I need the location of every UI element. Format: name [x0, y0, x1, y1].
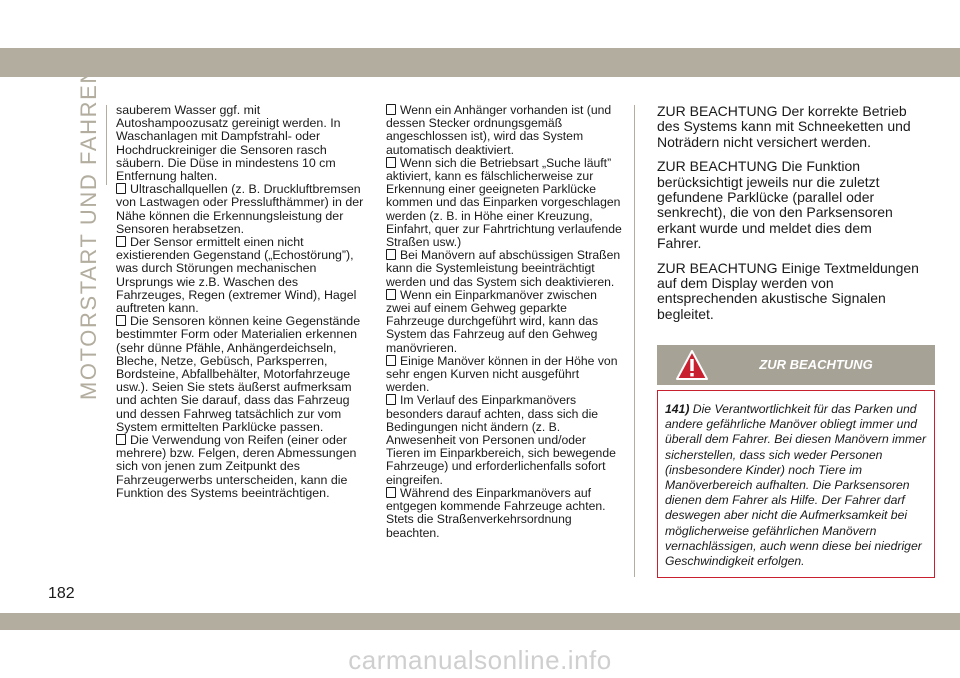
col1-bullet-item: Ultraschallquellen (z. B. Druckluftbremsen von Lastwagen oder Presslufthämmer) in der Nähe können die Erkennungsleistung der Sensoren herabsetzen.	[116, 182, 364, 236]
warning-box	[657, 390, 935, 578]
warning-header-label: ZUR BEACHTUNG	[759, 357, 873, 372]
col2-bullet-item: Einige Manöver können in der Höhe von sehr engen Kurven nicht ausgeführt werden.	[386, 355, 622, 395]
text-column-1	[116, 104, 364, 500]
header-band	[0, 48, 960, 77]
note-paragraph: ZUR BEACHTUNG Einige Textmeldungen auf dem Display werden von entsprechenden akustische Signalen begleitet.	[657, 259, 919, 322]
col2-bullet-item: Wenn ein Einparkmanöver zwischen zwei auf einem Gehweg geparkte Fahrzeuge durchgeführt wird, kann das System das Fahrzeug auf den Gehweg manövrieren.	[386, 289, 622, 355]
watermark-text: carmanualsonline.info	[348, 645, 612, 675]
col2-bullet-item: Wenn sich die Betriebsart „Suche läuft” aktiviert, kann es fälschlicherweise zur Erkennung einer geeigneten Parklücke kommen und das Einparken vorgeschlagen werden (z. B. in Höhe einer Kreuzung, Einfahrt, quer zur Fahrtrichtung verlaufende Straßen usw.)	[386, 155, 622, 250]
col1-paragraph: sauberem Wasser ggf. mit Autoshampoozusatz gereinigt werden. In Waschanlagen mit Dampfstrahl- oder Hochdruckreiniger die Sensoren rasch säubern. Die Düse in mindestens 10 cm Entfernung halten.	[116, 103, 341, 184]
page-number: 182	[48, 585, 75, 602]
column-divider-left	[106, 105, 107, 185]
footer-band	[0, 613, 960, 630]
col2-bullet-item: Bei Manövern auf abschüssigen Straßen kann die Systemleistung beeinträchtigt werden und das System sich deaktivieren.	[386, 248, 621, 289]
warning-number: 141)	[665, 402, 690, 416]
col2-bullet-item: Im Verlauf des Einparkmanövers besonders darauf achten, dass sich die Bedingungen nicht ändern (z. B. Anwesenheit von Personen und/oder Tieren im Einparkbereich, sich bewegende Fahrzeuge) und erforderlichenfalls sofort eingreifen.	[386, 394, 622, 486]
warning-header	[657, 345, 935, 385]
column-divider-right	[634, 105, 635, 577]
col1-bullet-item: Die Verwendung von Reifen (einer oder mehrere) bzw. Felgen, deren Abmessungen sich von jenen zum Zeitpunkt des Fahrzeugerwerbs unterscheiden, kann die Funktion des Systems beeinträchtigen.	[116, 434, 364, 500]
col1-bullet-item: Die Sensoren können keine Gegenstände bestimmter Form oder Materialien erkennen (sehr dünne Pfähle, Anhängerdeichseln, Bleche, Netze, Gebüsch, Parksperren, Bordsteine, Abfallbehälter, Motorfahrzeuge usw.). Seien Sie stets äußerst aufmerksam und achten Sie darauf, dass das Fahrzeug und dessen Fahrweg tatsächlich zur vom System ermittelten Parklücke passen.	[116, 315, 364, 434]
col2-bullet-item: Wenn ein Anhänger vorhanden ist (und dessen Stecker ordnungsgemäß angeschlossen ist), wird das System automatisch deaktiviert.	[386, 104, 622, 157]
note-paragraph: ZUR BEACHTUNG Die Funktion berücksichtigt jeweils nur die zuletzt gefundene Parklücke (parallel oder senkrecht), die von den Parksensoren erkant wurde und meldet dies dem Fahrer.	[657, 158, 893, 252]
text-column-3	[657, 104, 919, 331]
note-paragraph: ZUR BEACHTUNG Der korrekte Betrieb des Systems kann mit Schneeketten und Noträdern nicht versichert werden.	[657, 103, 911, 150]
section-side-title: MOTORSTART UND FAHREN	[76, 66, 101, 400]
col2-bullet-item: Während des Einparkmanövers auf entgegen kommende Fahrzeuge achten. Stets die Straßenverkehrsordnung beachten.	[386, 487, 622, 540]
warning-text: Die Verantwortlichkeit für das Parken und andere gefährliche Manöver obliegt immer und überall dem Fahrer. Bei diesen Manövern immer sicherstellen, dass sich weder Personen (insbesondere Kinder) noch Tiere im Manöverbereich aufhalten. Die Parksensoren dienen dem Fahrer als Hilfe. Der Fahrer darf deswegen aber nicht die Aufmerksamkeit bei möglicherweise gefährlichen Manövern vernachlässigen, auch wenn diese bei niedriger Geschwindigkeit erfolgen.	[665, 402, 927, 569]
text-column-2	[386, 104, 622, 540]
col1-bullet-item: Der Sensor ermittelt einen nicht existierenden Gegenstand („Echostörung”), was durch Störungen mechanischen Ursprungs wie z.B. Waschen des Fahrzeuges, Regen (extremer Wind), Hagel auftreten kann.	[116, 236, 364, 315]
